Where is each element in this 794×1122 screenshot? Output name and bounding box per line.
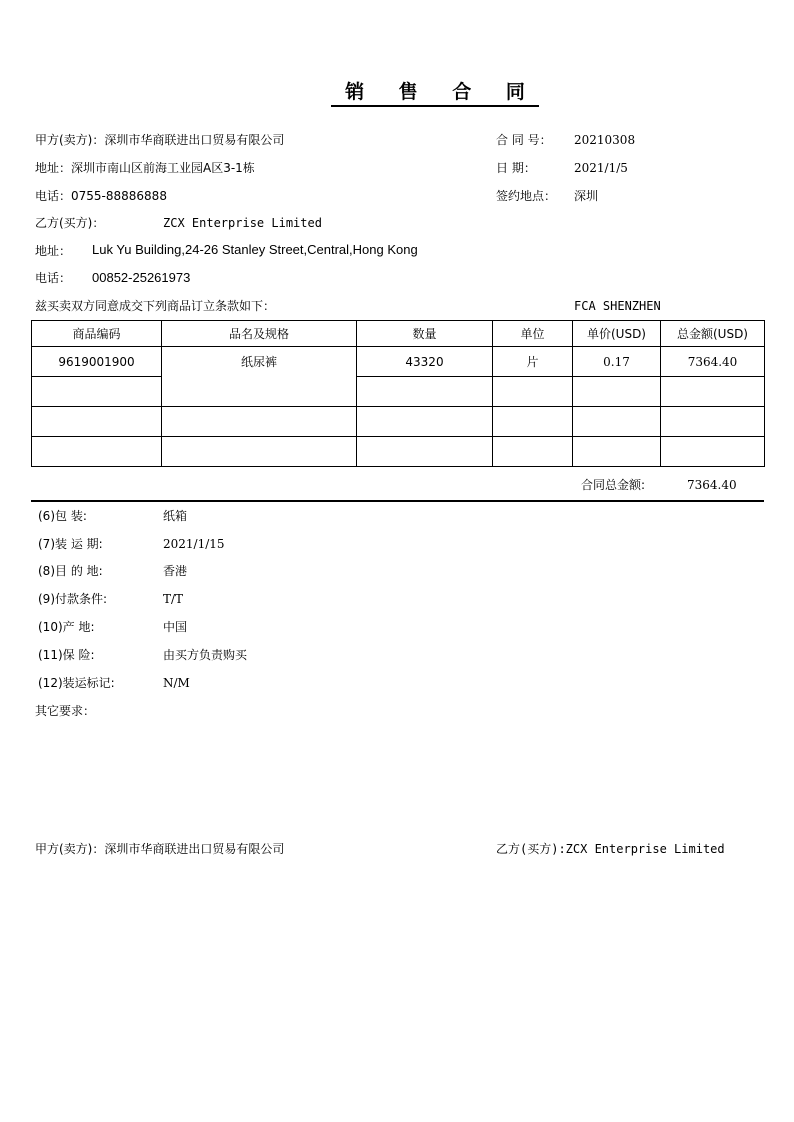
term-label: (12)装运标记: xyxy=(38,676,115,690)
term-label: (10)产 地: xyxy=(38,620,95,634)
table-row xyxy=(32,347,765,377)
table-row xyxy=(32,377,765,407)
cell-price: 0.17 xyxy=(573,347,661,377)
cell-qty: 43320 xyxy=(357,347,493,377)
total-label: 合同总金额: xyxy=(581,478,646,492)
seller-address: 地址：深圳市南山区前海工业园A区3-1栋 xyxy=(35,161,255,175)
buyer-signature: 乙方(买方):ZCX Enterprise Limited xyxy=(496,842,725,856)
term-value: N/M xyxy=(163,676,190,690)
contract-no: 20210308 xyxy=(574,133,636,147)
buyer-address: Luk Yu Building,24-26 Stanley Street,Central,Hong Kong xyxy=(92,242,418,257)
total-value: 7364.40 xyxy=(687,478,737,492)
term-value: 香港 xyxy=(163,564,188,578)
term-label: (7)装 运 期: xyxy=(38,537,103,551)
seller-line: 甲方(卖方)：深圳市华商联进出口贸易有限公司 xyxy=(35,133,285,147)
contract-date: 2021/1/5 xyxy=(574,161,628,175)
buyer-address-label: 地址： xyxy=(35,244,72,258)
term-label: (6)包 装: xyxy=(38,509,87,523)
term-label: (11)保 险: xyxy=(38,648,95,662)
cell-total: 7364.40 xyxy=(661,347,765,377)
buyer-label: 乙方(买方)： xyxy=(35,216,105,230)
seller-phone: 电话：0755-88886888 xyxy=(35,189,167,203)
header-unit: 单位 xyxy=(493,321,573,347)
term-value: 2021/1/15 xyxy=(163,537,225,551)
items-table xyxy=(31,320,765,467)
cell-code: 9619001900 xyxy=(32,347,162,377)
contract-place: 深圳 xyxy=(574,189,599,203)
table-header-row xyxy=(32,321,765,347)
term-value: 中国 xyxy=(163,620,188,634)
cell-unit: 片 xyxy=(493,347,573,377)
document-title: 销 售 合 同 xyxy=(0,80,794,107)
buyer-name: ZCX Enterprise Limited xyxy=(163,216,322,230)
cell-name: 纸尿裤 xyxy=(162,347,357,407)
buyer-phone: 00852-25261973 xyxy=(92,270,191,285)
header-name: 品名及规格 xyxy=(162,321,357,347)
buyer-phone-label: 电话： xyxy=(35,271,72,285)
term-value: 由买方负责购买 xyxy=(163,648,248,662)
other-requirements-label: 其它要求： xyxy=(35,704,96,718)
table-row xyxy=(32,437,765,467)
contract-place-label: 签约地点： xyxy=(496,189,557,203)
seller-signature: 甲方(卖方)：深圳市华商联进出口贸易有限公司 xyxy=(35,842,285,856)
header-code: 商品编码 xyxy=(32,321,162,347)
intro-text: 兹买卖双方同意成交下列商品订立条款如下： xyxy=(35,299,276,313)
contract-date-label: 日 期： xyxy=(496,161,536,175)
term-value: T/T xyxy=(163,592,184,606)
header-qty: 数量 xyxy=(357,321,493,347)
term-label: (9)付款条件: xyxy=(38,592,108,606)
incoterm: FCA SHENZHEN xyxy=(574,299,661,313)
header-price: 单价(USD) xyxy=(573,321,661,347)
contract-no-label: 合 同 号： xyxy=(496,133,552,147)
table-row xyxy=(32,407,765,437)
term-value: 纸箱 xyxy=(163,509,188,523)
header-total: 总金额(USD) xyxy=(661,321,765,347)
term-label: (8)目 的 地: xyxy=(38,564,103,578)
total-divider xyxy=(31,500,764,502)
